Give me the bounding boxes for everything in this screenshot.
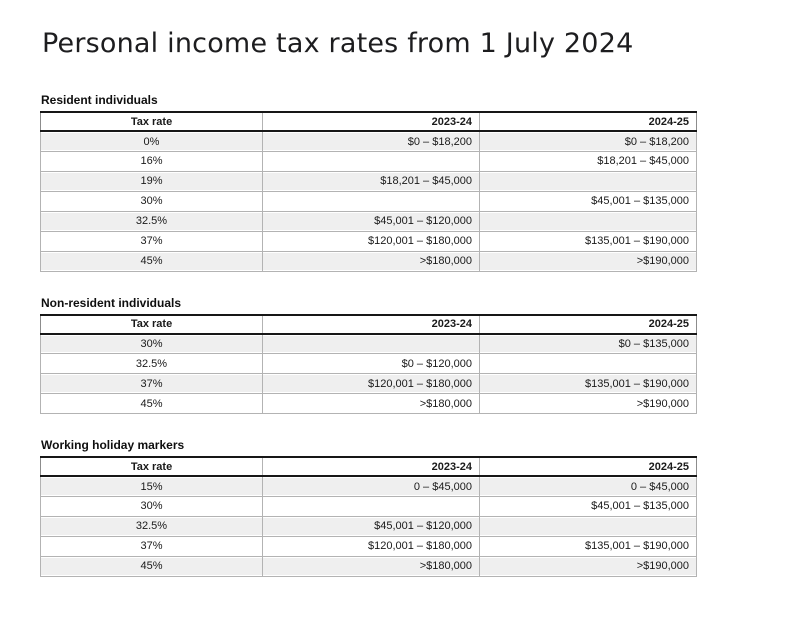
column-header-tax-rate: Tax rate [41, 457, 263, 476]
column-header-2023-24: 2023-24 [263, 315, 480, 334]
range-2023-24-cell: >$180,000 [263, 556, 480, 576]
range-2024-25-cell: $135,001 – $190,000 [480, 231, 697, 251]
range-2023-24-cell: $120,001 – $180,000 [263, 231, 480, 251]
tax-rate-cell: 30% [41, 496, 263, 516]
table-row [41, 556, 697, 576]
range-2024-25-cell: $18,201 – $45,000 [480, 151, 697, 171]
range-2024-25-cell: $135,001 – $190,000 [480, 536, 697, 556]
range-2024-25-cell: $0 – $18,200 [480, 131, 697, 151]
table-header-row [41, 315, 697, 334]
tax-table [40, 456, 697, 577]
column-header-tax-rate: Tax rate [41, 112, 263, 131]
table-row [41, 191, 697, 211]
table-row [41, 151, 697, 171]
range-2023-24-cell: $0 – $120,000 [263, 354, 480, 374]
tax-table-section [40, 438, 696, 577]
range-2023-24-cell: $120,001 – $180,000 [263, 536, 480, 556]
tax-rate-cell: 45% [41, 556, 263, 576]
tax-table [40, 111, 697, 272]
range-2023-24-cell [263, 334, 480, 354]
section-heading: Resident individuals [41, 93, 158, 108]
column-header-2024-25: 2024-25 [480, 112, 697, 131]
range-2024-25-cell: $0 – $135,000 [480, 334, 697, 354]
range-2023-24-cell: 0 – $45,000 [263, 476, 480, 496]
table-row [41, 334, 697, 354]
table-row [41, 354, 697, 374]
tax-rate-cell: 32.5% [41, 516, 263, 536]
range-2023-24-cell: >$180,000 [263, 394, 480, 414]
range-2024-25-cell [480, 171, 697, 191]
column-header-tax-rate: Tax rate [41, 315, 263, 334]
column-header-2024-25: 2024-25 [480, 315, 697, 334]
section-heading: Working holiday markers [41, 438, 185, 453]
range-2023-24-cell [263, 191, 480, 211]
table-row [41, 536, 697, 556]
table-row [41, 496, 697, 516]
range-2024-25-cell: $135,001 – $190,000 [480, 374, 697, 394]
document-body [0, 93, 786, 577]
table-row [41, 374, 697, 394]
table-header-row [41, 112, 697, 131]
tax-rate-cell: 32.5% [41, 354, 263, 374]
range-2023-24-cell: $45,001 – $120,000 [263, 516, 480, 536]
table-row [41, 251, 697, 271]
section-heading: Non-resident individuals [41, 295, 182, 310]
tax-rate-cell: 30% [41, 334, 263, 354]
range-2024-25-cell [480, 516, 697, 536]
range-2023-24-cell: >$180,000 [263, 251, 480, 271]
range-2024-25-cell [480, 211, 697, 231]
column-header-2023-24: 2023-24 [263, 457, 480, 476]
table-header-row [41, 457, 697, 476]
range-2023-24-cell: $120,001 – $180,000 [263, 374, 480, 394]
tax-rate-cell: 37% [41, 536, 263, 556]
range-2024-25-cell: >$190,000 [480, 251, 697, 271]
range-2023-24-cell: $45,001 – $120,000 [263, 211, 480, 231]
tax-table-section [40, 93, 696, 272]
table-row [41, 516, 697, 536]
tax-table [40, 314, 697, 415]
tax-rate-cell: 37% [41, 231, 263, 251]
table-row [41, 476, 697, 496]
range-2024-25-cell: >$190,000 [480, 556, 697, 576]
range-2024-25-cell: $45,001 – $135,000 [480, 496, 697, 516]
column-header-2024-25: 2024-25 [480, 457, 697, 476]
table-row [41, 231, 697, 251]
table-row [41, 211, 697, 231]
tax-rate-cell: 32.5% [41, 211, 263, 231]
tax-rate-cell: 15% [41, 476, 263, 496]
tax-rate-cell: 16% [41, 151, 263, 171]
tax-rate-cell: 0% [41, 131, 263, 151]
tax-rate-cell: 19% [41, 171, 263, 191]
tax-rate-cell: 45% [41, 251, 263, 271]
range-2023-24-cell [263, 151, 480, 171]
range-2024-25-cell: 0 – $45,000 [480, 476, 697, 496]
table-row [41, 131, 697, 151]
tax-rate-cell: 37% [41, 374, 263, 394]
range-2024-25-cell [480, 354, 697, 374]
tax-table-section [40, 296, 696, 415]
range-2023-24-cell: $18,201 – $45,000 [263, 171, 480, 191]
table-row [41, 394, 697, 414]
range-2024-25-cell: $45,001 – $135,000 [480, 191, 697, 211]
page-title: Personal income tax rates from 1 July 2024 [42, 28, 634, 59]
column-header-2023-24: 2023-24 [263, 112, 480, 131]
range-2024-25-cell: >$190,000 [480, 394, 697, 414]
range-2023-24-cell: $0 – $18,200 [263, 131, 480, 151]
tax-rate-cell: 30% [41, 191, 263, 211]
tax-rate-cell: 45% [41, 394, 263, 414]
table-row [41, 171, 697, 191]
range-2023-24-cell [263, 496, 480, 516]
